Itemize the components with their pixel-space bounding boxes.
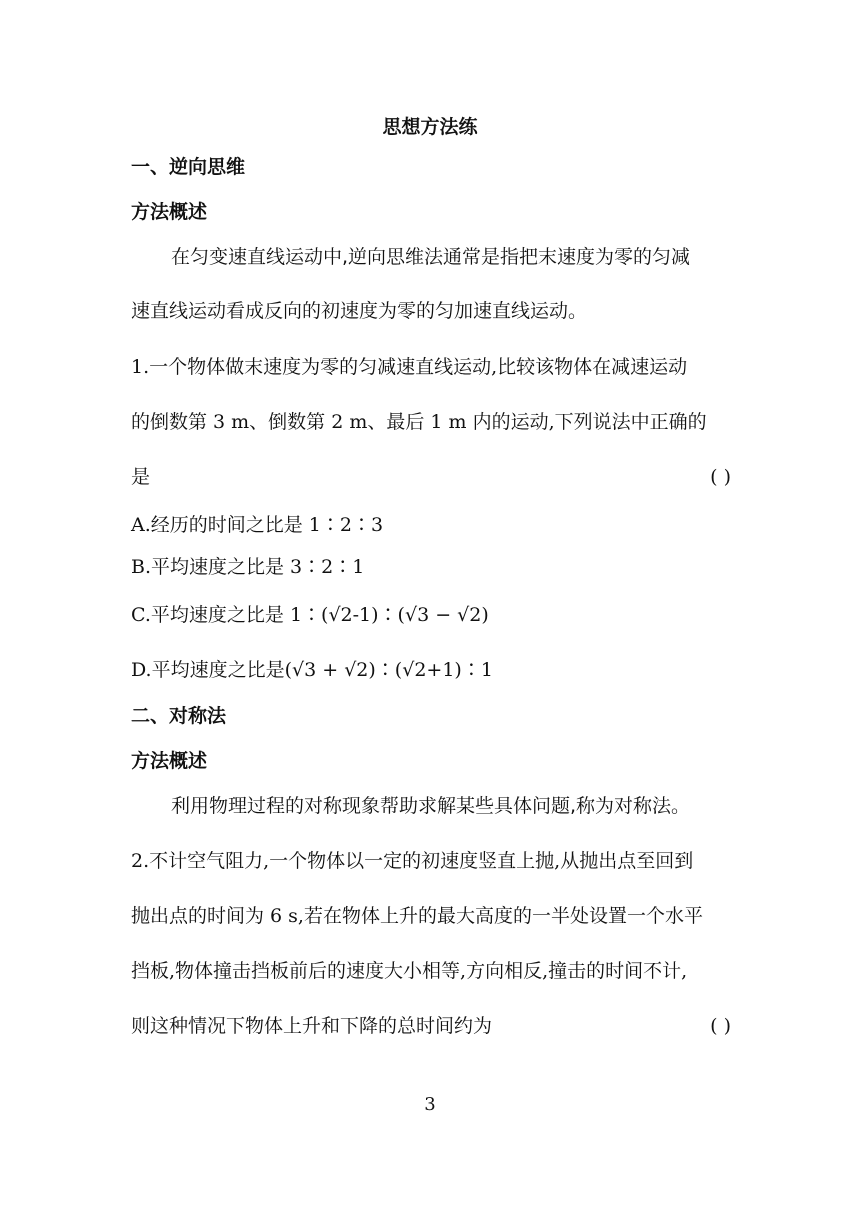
section1-overview-line2: 速直线运动看成反向的初速度为零的匀加速直线运动。 — [131, 300, 588, 322]
section1-overview-line1: 在匀变速直线运动中,逆向思维法通常是指把末速度为零的匀减 — [171, 246, 691, 268]
q2-line4-text: 则这种情况下物体上升和下降的总时间约为 — [131, 1015, 493, 1037]
section2-heading: 二、对称法 — [131, 705, 227, 727]
q1-option-a: A.经历的时间之比是 1∶2∶3 — [131, 514, 384, 536]
page-title: 思想方法练 — [382, 116, 478, 138]
q2-line1: 2.不计空气阻力,一个物体以一定的初速度竖直上抛,从抛出点至回到 — [131, 850, 694, 872]
q2-answer-paren: ( ) — [710, 1015, 731, 1037]
q2-line3: 挡板,物体撞击挡板前后的速度大小相等,方向相反,撞击的时间不计, — [131, 960, 688, 982]
q1-line3 — [131, 464, 731, 490]
q1-line2: 的倒数第 3 m、倒数第 2 m、最后 1 m 内的运动,下列说法中正确的 — [131, 411, 707, 433]
q1-line1: 1.一个物体做末速度为零的匀减速直线运动,比较该物体在减速运动 — [131, 356, 688, 378]
section1-overview-label: 方法概述 — [131, 201, 208, 223]
q1-line3-text: 是 — [131, 466, 151, 488]
q2-line4 — [131, 1013, 731, 1039]
q1-option-d: D.平均速度之比是(√3 + √2)∶(√2+1)∶1 — [131, 659, 493, 681]
section2-overview-line1: 利用物理过程的对称现象帮助求解某些具体问题,称为对称法。 — [171, 795, 691, 817]
section1-heading: 一、逆向思维 — [131, 156, 246, 178]
q2-line2: 抛出点的时间为 6 s,若在物体上升的最大高度的一半处设置一个水平 — [131, 905, 703, 927]
section2-overview-label: 方法概述 — [131, 750, 208, 772]
q1-answer-paren: ( ) — [710, 466, 731, 488]
q1-option-b: B.平均速度之比是 3∶2∶1 — [131, 556, 365, 578]
q1-option-c: C.平均速度之比是 1∶(√2-1)∶(√3 − √2) — [131, 604, 489, 626]
page-number: 3 — [424, 1094, 436, 1115]
